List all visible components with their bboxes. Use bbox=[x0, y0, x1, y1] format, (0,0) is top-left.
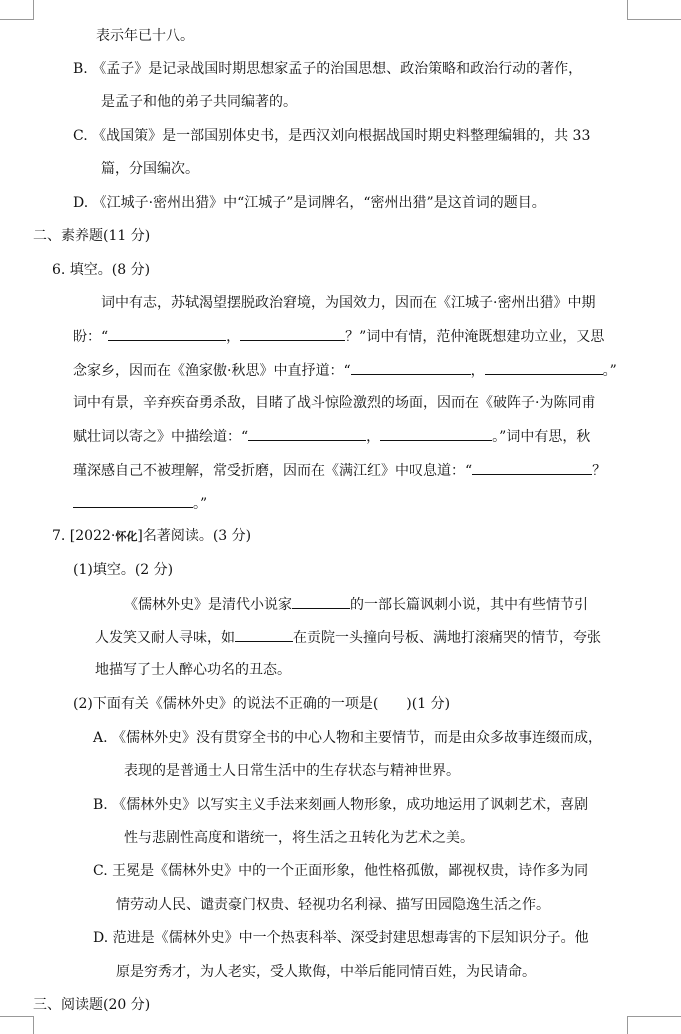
answer-blank[interactable] bbox=[248, 426, 366, 441]
option-a-line: A. 《儒林外史》没有贯穿全书的中心人物和主要情节，而是由众多故事连缀而成， bbox=[93, 730, 603, 746]
text-line: 情劳动人民、谴责豪门权贵、轻视功名利禄、描写田园隐逸生活之作。 bbox=[116, 897, 550, 913]
crop-mark-top-right bbox=[627, 0, 628, 20]
text-line: 表现的是普通士人日常生活中的生存状态与精神世界。 bbox=[124, 763, 460, 779]
text: 7. [2022· bbox=[52, 528, 116, 544]
crop-mark-top-left bbox=[0, 19, 33, 20]
sub-question-heading: (1)填空。(2 分) bbox=[73, 562, 174, 578]
sub-question-heading bbox=[73, 694, 450, 714]
fill-blank-line bbox=[95, 627, 601, 647]
fill-blank-line bbox=[73, 426, 590, 446]
answer-blank[interactable] bbox=[380, 426, 492, 441]
text-line: 词中有景，辛弃疾奋勇杀敌，目睹了战斗惊险激烈的场面，因而在《破阵子·为陈同甫 bbox=[73, 395, 596, 411]
fill-blank-line bbox=[73, 326, 604, 346]
option-b-line: B. 《孟子》是记录战国时期思想家孟子的治国思想、政治策略和政治行动的著作， bbox=[73, 61, 583, 77]
text: 瑾深感自己不被理解，常受折磨，因而在《满江红》中叹息道：“ bbox=[73, 463, 473, 479]
text: ？”词中有情，范仲淹既想建功立业，又思 bbox=[345, 329, 605, 345]
answer-blank[interactable] bbox=[240, 326, 345, 341]
crop-mark-bottom-right bbox=[627, 1016, 628, 1034]
text-line: 原是穷秀才，为人老实，受人欺侮，中举后能同情百姓，为民请命。 bbox=[116, 964, 536, 980]
answer-blank[interactable] bbox=[108, 326, 226, 341]
answer-blank[interactable] bbox=[485, 360, 603, 375]
fill-blank-line bbox=[73, 360, 617, 380]
fill-blank-line bbox=[73, 493, 207, 513]
text: ]名著阅读。(3 分) bbox=[137, 528, 252, 544]
answer-blank[interactable] bbox=[292, 594, 350, 609]
text: 人发笑又耐人寻味，如 bbox=[95, 630, 235, 646]
text: )(1 分) bbox=[406, 696, 451, 712]
text-line: 篇，分国编次。 bbox=[101, 161, 199, 177]
text-line: 表示年已十八。 bbox=[96, 28, 194, 44]
section-heading: 二、素养题(11 分) bbox=[33, 228, 151, 244]
text-line: 性与悲剧性高度和谐统一，将生活之丑转化为艺术之美。 bbox=[124, 830, 474, 846]
question-6-heading: 6. 填空。(8 分) bbox=[52, 262, 151, 278]
text: 的一部长篇讽刺小说，其中有些情节引 bbox=[350, 597, 588, 613]
text-line: 地描写了士人醉心功名的丑态。 bbox=[95, 662, 291, 678]
option-c-line: C. 《战国策》是一部国别体史书，是西汉刘向根据战国时期史料整理编辑的，共 33 bbox=[73, 128, 591, 144]
answer-blank[interactable] bbox=[351, 360, 471, 375]
crop-mark-top-left bbox=[33, 0, 34, 20]
answer-blank[interactable] bbox=[235, 627, 293, 642]
question-7-heading bbox=[52, 526, 251, 546]
text-line: 是孟子和他的弟子共同编著的。 bbox=[101, 94, 297, 110]
option-b-line: B. 《儒林外史》以写实主义手法来刻画人物形象，成功地运用了讽刺艺术，喜剧 bbox=[93, 797, 589, 813]
text: (2)下面有关《儒林外史》的说法不正确的一项是( bbox=[73, 696, 379, 712]
text: 。” bbox=[193, 496, 208, 512]
fill-blank-line bbox=[73, 460, 606, 480]
text: ， bbox=[226, 329, 241, 345]
fill-blank-line bbox=[124, 594, 588, 614]
crop-mark-bottom-right bbox=[627, 1016, 681, 1017]
section-heading: 三、阅读题(20 分) bbox=[33, 997, 151, 1013]
text: 。”词中有思，秋 bbox=[492, 429, 591, 445]
option-d-line: D. 范进是《儒林外史》中一个热衷科举、深受封建思想毒害的下层知识分子。他 bbox=[93, 930, 589, 946]
crop-mark-bottom-left bbox=[33, 1016, 34, 1034]
text: 念家乡，因而在《渔家傲·秋思》中直抒道：“ bbox=[73, 363, 351, 379]
region-tag: 怀化 bbox=[115, 530, 138, 543]
answer-blank[interactable] bbox=[73, 493, 193, 508]
answer-blank[interactable] bbox=[472, 460, 592, 475]
text: 。” bbox=[602, 363, 617, 379]
text: 赋壮词以寄之》中描绘道：“ bbox=[73, 429, 249, 445]
option-d-line: D. 《江城子·密州出猎》中“江城子”是词牌名，“密州出猎”是这首词的题目。 bbox=[73, 195, 546, 211]
text: 《儒林外史》是清代小说家 bbox=[124, 597, 292, 613]
crop-mark-bottom-left bbox=[0, 1016, 33, 1017]
text: 盼：“ bbox=[73, 329, 109, 345]
text: ， bbox=[470, 363, 485, 379]
option-c-line: C. 王冕是《儒林外史》中的一个正面形象，他性格孤傲，鄙视权贵，诗作多为同 bbox=[93, 863, 589, 879]
text: 在贡院一头撞向号板、满地打滚痛哭的情节，夸张 bbox=[293, 630, 601, 646]
text-line: 词中有志，苏轼渴望摆脱政治窘境，为国效力，因而在《江城子·密州出猎》中期 bbox=[101, 295, 596, 311]
text: ？ bbox=[592, 463, 607, 479]
text: ， bbox=[366, 429, 381, 445]
crop-mark-top-right bbox=[627, 19, 681, 20]
